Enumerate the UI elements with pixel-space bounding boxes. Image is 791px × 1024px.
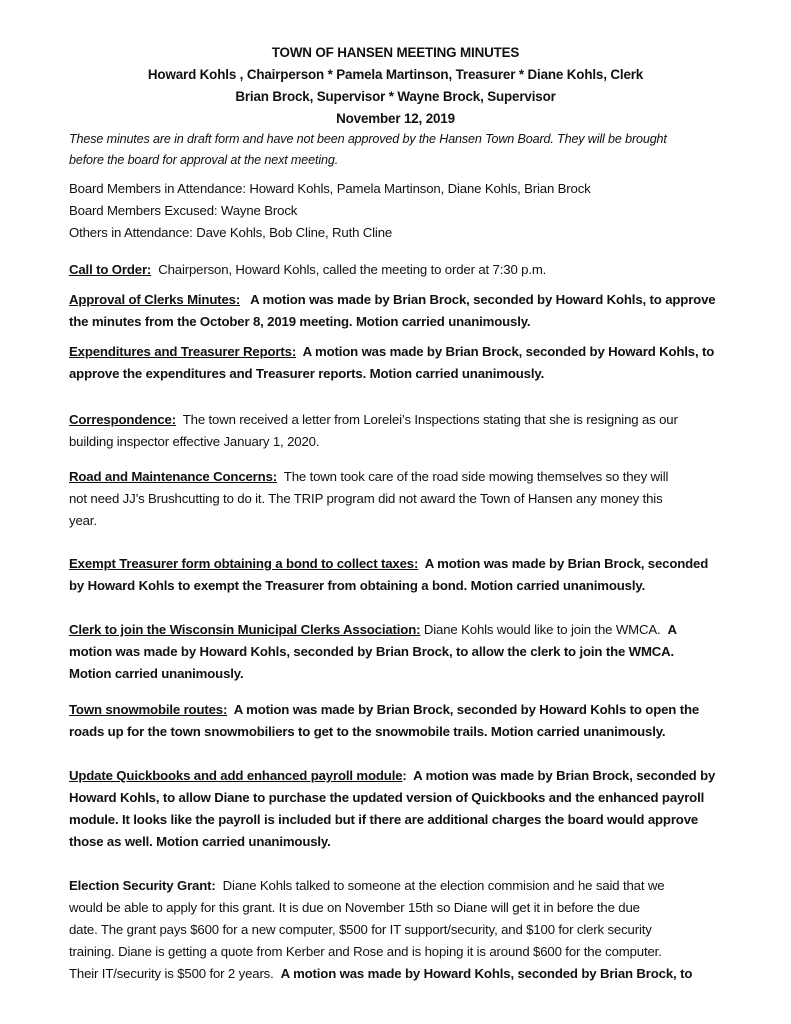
expenditures-text-1: A motion was made by Brian Brock, seconded by Howard Kohls, to: [296, 344, 715, 359]
call-to-order-text: Chairperson, Howard Kohls, called the meeting to order at 7:30 p.m.: [151, 262, 547, 277]
wmca-text-2: motion was made by Howard Kohls, seconded by Brian Brock, to allow the clerk to join the WMCA.: [69, 644, 675, 659]
correspondence-heading: Correspondence:: [69, 412, 176, 427]
election-text-5-bold: A motion was made by Howard Kohls, seconded by Brian Brock, to: [280, 966, 693, 981]
call-to-order-section: [69, 261, 546, 279]
attendance-others: Others in Attendance: Dave Kohls, Bob Cline, Ruth Cline: [69, 225, 393, 240]
road-text-3: year.: [69, 513, 97, 528]
snowmobile-line-1: [69, 701, 699, 719]
wmca-text-1: Diane Kohls would like to join the WMCA.: [420, 622, 668, 637]
snowmobile-text-2: roads up for the town snowmobiliers to get to the snowmobile trails. Motion carried unanimously.: [69, 724, 666, 739]
election-heading: Election Security Grant:: [69, 878, 216, 893]
road-text-1: The town took care of the road side mowing themselves so they will: [277, 469, 669, 484]
correspondence-text-1: The town received a letter from Lorelei’s Inspections stating that she is resigning as our: [175, 412, 678, 427]
bond-text-1: A motion was made by Brian Brock, seconded: [418, 556, 709, 571]
correspondence-text-2: building inspector effective January 1, 2020.: [69, 434, 320, 449]
election-text-3: date. The grant pays $600 for a new computer, $500 for IT support/security, and $100 for clerk security: [69, 922, 652, 937]
clerk-minutes-heading: Approval of Clerks Minutes:: [69, 292, 241, 307]
quickbooks-heading: Update Quickbooks and add enhanced payroll module: [69, 768, 403, 783]
clerk-minutes-text-2: the minutes from the October 8, 2019 meeting. Motion carried unanimously.: [69, 314, 531, 329]
snowmobile-text-1: A motion was made by Brian Brock, seconded by Howard Kohls to open the: [227, 702, 700, 717]
officers-line-1: Howard Kohls , Chairperson * Pamela Martinson, Treasurer * Diane Kohls, Clerk: [147, 67, 644, 82]
snowmobile-heading: Town snowmobile routes:: [69, 702, 228, 717]
draft-notice-line-1: These minutes are in draft form and have not been approved by the Hansen Town Board. They will be brought: [69, 132, 667, 146]
quickbooks-text-2: Howard Kohls, to allow Diane to purchase the updated version of Quickbooks and the enhanced payroll: [69, 790, 705, 805]
bond-line-1: [69, 555, 708, 573]
clerk-minutes-text-1: A motion was made by Brian Brock, seconded by Howard Kohls, to approve: [240, 292, 716, 307]
quickbooks-line-1: [69, 767, 715, 785]
draft-notice-line-2: before the board for approval at the next meeting.: [69, 153, 339, 167]
attendance-present: Board Members in Attendance: Howard Kohls, Pamela Martinson, Diane Kohls, Brian Brock: [69, 181, 591, 196]
election-text-4: training. Diane is getting a quote from Kerber and Rose and is hoping it is around $600 for the computer.: [69, 944, 662, 959]
quickbooks-text-3: module. It looks like the payroll is included but if there are additional charges the board would approve: [69, 812, 699, 827]
call-to-order-heading: Call to Order:: [69, 262, 152, 277]
road-heading: Road and Maintenance Concerns:: [69, 469, 278, 484]
road-line-1: [69, 468, 668, 486]
road-text-2: not need JJ’s Brushcutting to do it. The TRIP program did not award the Town of Hansen any money this: [69, 491, 663, 506]
quickbooks-text-4: those as well. Motion carried unanimously.: [69, 834, 331, 849]
clerk-minutes-line-1: [69, 291, 715, 309]
officers-line-2: Brian Brock, Supervisor * Wayne Brock, Supervisor: [235, 89, 556, 104]
election-line-5: [69, 965, 692, 983]
wmca-text-1-bold: A: [667, 622, 677, 637]
wmca-text-3: Motion carried unanimously.: [69, 666, 244, 681]
bond-text-2: by Howard Kohls to exempt the Treasurer from obtaining a bond. Motion carried unanimously.: [69, 578, 646, 593]
election-text-5: Their IT/security is $500 for 2 years.: [69, 966, 281, 981]
expenditures-heading: Expenditures and Treasurer Reports:: [69, 344, 297, 359]
election-text-2: would be able to apply for this grant. It is due on November 15th so Diane will get it in before the due: [69, 900, 640, 915]
election-line-1: [69, 877, 664, 895]
correspondence-line-1: [69, 411, 678, 429]
attendance-excused: Board Members Excused: Wayne Brock: [69, 203, 298, 218]
document-title: TOWN OF HANSEN MEETING MINUTES: [271, 45, 520, 60]
election-text-1: Diane Kohls talked to someone at the election commision and he said that we: [215, 878, 665, 893]
wmca-heading: Clerk to join the Wisconsin Municipal Clerks Association:: [69, 622, 421, 637]
quickbooks-text-1: : A motion was made by Brian Brock, seconded by: [402, 768, 716, 783]
expenditures-text-2: approve the expenditures and Treasurer reports. Motion carried unanimously.: [69, 366, 545, 381]
meeting-date: November 12, 2019: [336, 111, 455, 126]
bond-heading: Exempt Treasurer form obtaining a bond to collect taxes:: [69, 556, 419, 571]
expenditures-line-1: [69, 343, 714, 361]
wmca-line-1: [69, 621, 677, 639]
